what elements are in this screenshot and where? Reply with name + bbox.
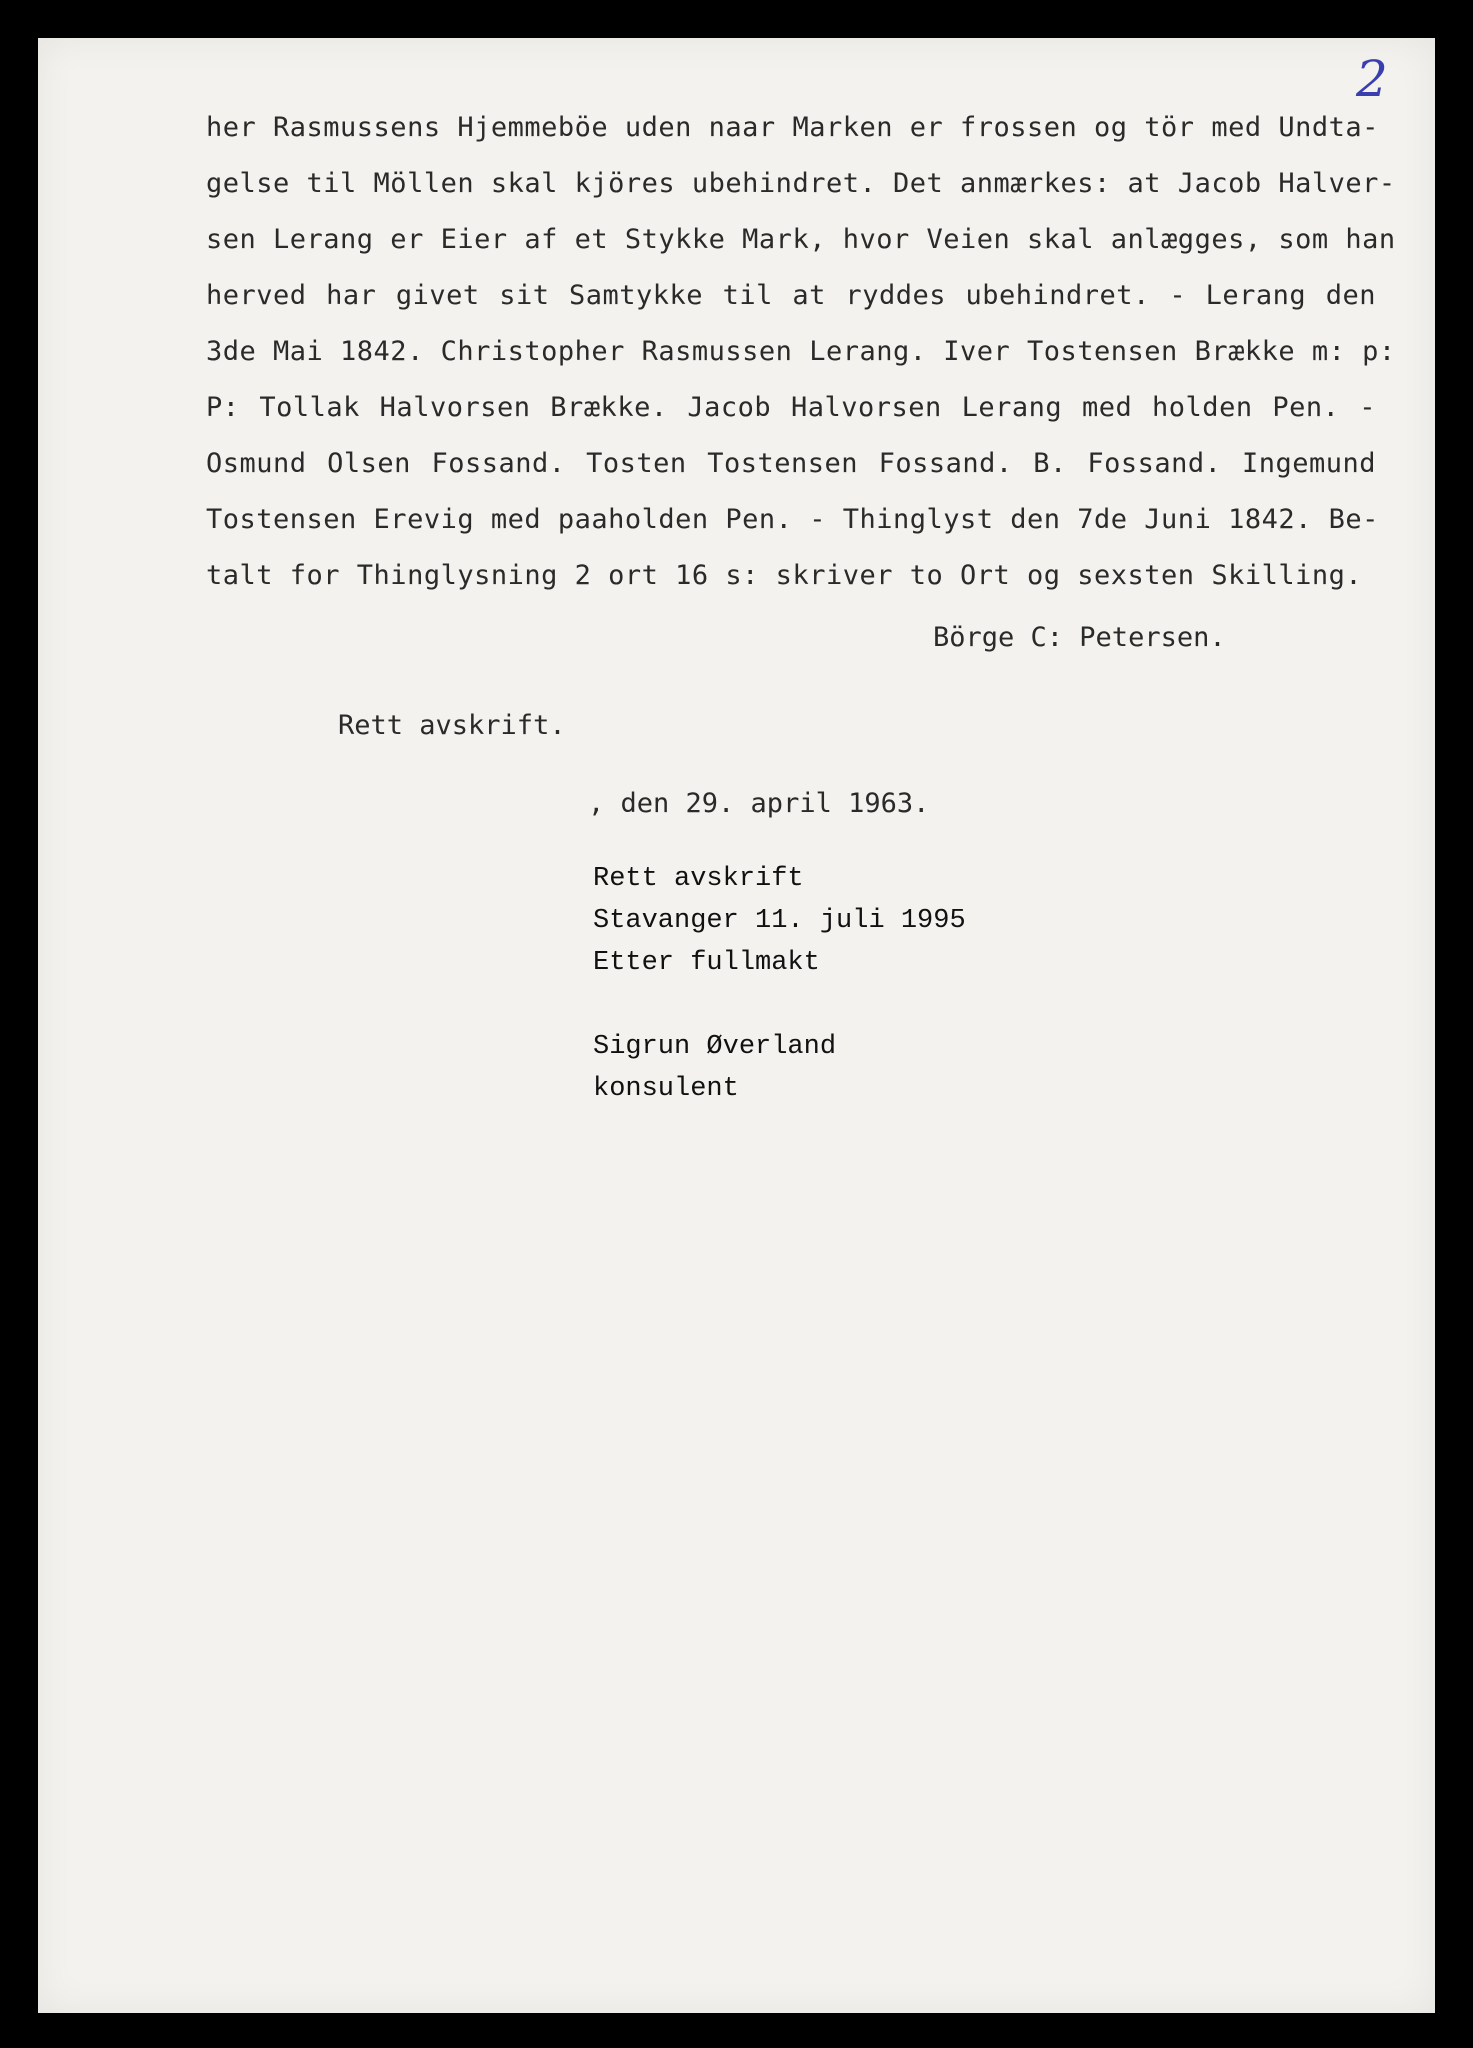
- transcript-line: talt for Thinglysning 2 ort 16 s: skriver to Ort og sexsten Skilling.: [206, 560, 1363, 591]
- document-page: [38, 38, 1435, 2013]
- clerk-signature: Börge C: Petersen.: [933, 622, 1226, 653]
- transcript-line: gelse til Möllen skal kjöres ubehindret. Det anmærkes: at Jacob Halver-: [206, 168, 1396, 199]
- transcript-line: 3de Mai 1842. Christopher Rasmussen Lerang. Iver Tostensen Brække m: p:: [206, 336, 1396, 367]
- transcript-line: Tostensen Erevig med paaholden Pen. - Thinglyst den 7de Juni 1842. Be-: [206, 504, 1379, 535]
- copy-1963-date: , den 29. april 1963.: [588, 788, 930, 819]
- transcript-line: herved har givet sit Samtykke til at ryddes ubehindret. - Lerang den: [206, 280, 1376, 311]
- transcript-line: Osmund Olsen Fossand. Tosten Tostensen Fossand. B. Fossand. Ingemund: [206, 448, 1376, 479]
- copy-1995-place-date: Stavanger 11. juli 1995: [593, 906, 966, 936]
- copy-1963-label: Rett avskrift.: [338, 710, 566, 741]
- transcript-line: her Rasmussens Hjemmeböe uden naar Marken er frossen og tör med Undta-: [206, 112, 1379, 143]
- spacer: [593, 984, 966, 1026]
- certification-block-1995: [593, 858, 966, 1110]
- transcript-line: sen Lerang er Eier af et Stykke Mark, hvor Veien skal anlægges, som han: [206, 224, 1396, 255]
- signer-title: konsulent: [593, 1074, 739, 1104]
- copy-1995-authority: Etter fullmakt: [593, 948, 820, 978]
- transcript-line: P: Tollak Halvorsen Brække. Jacob Halvorsen Lerang med holden Pen. -: [206, 392, 1376, 423]
- copy-1995-label: Rett avskrift: [593, 864, 804, 894]
- signer-name: Sigrun Øverland: [593, 1032, 837, 1062]
- transcript-body: [206, 100, 1396, 604]
- page-number: 2: [1356, 50, 1388, 108]
